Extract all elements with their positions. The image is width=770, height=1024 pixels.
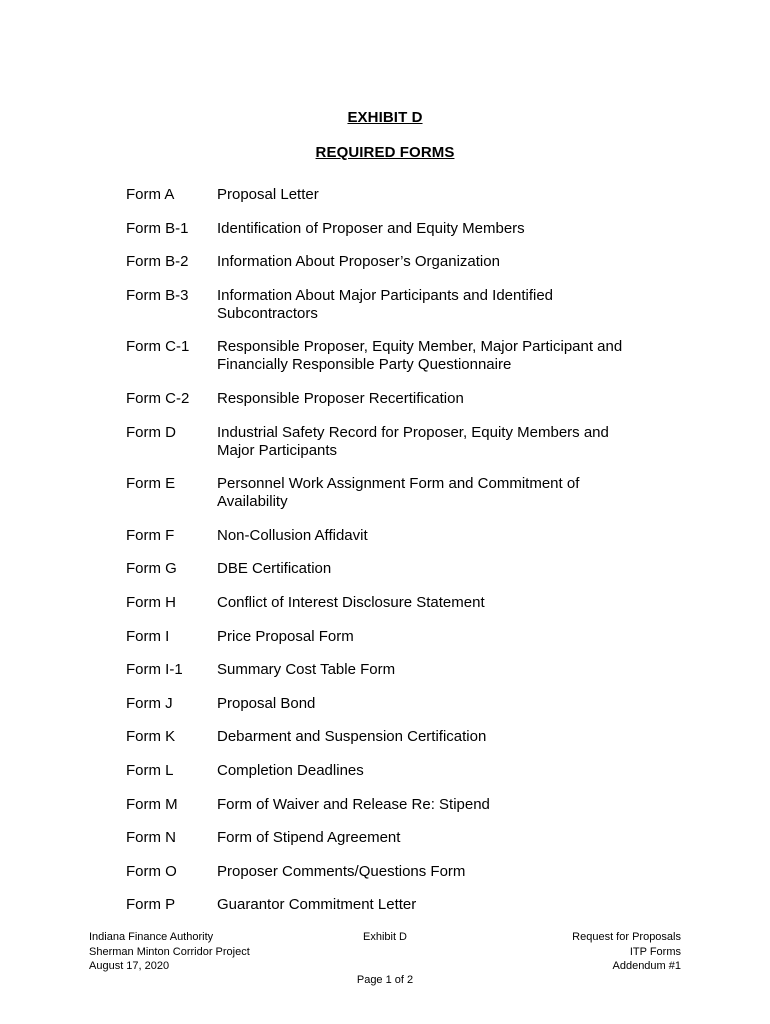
form-description: Responsible Proposer Recertification	[217, 389, 464, 407]
form-code: Form J	[126, 694, 173, 712]
form-row	[126, 287, 666, 323]
form-description: Completion Deadlines	[217, 761, 364, 779]
form-description: Conflict of Interest Disclosure Statement	[217, 593, 485, 611]
footer-date: August 17, 2020	[89, 960, 170, 972]
form-row	[126, 338, 666, 374]
form-row	[126, 863, 666, 881]
form-row	[126, 829, 666, 847]
form-row	[126, 527, 666, 545]
form-code: Form G	[126, 560, 177, 578]
footer-project: Sherman Minton Corridor Project	[89, 945, 250, 958]
form-code: Form N	[126, 829, 176, 847]
section-title: REQUIRED FORMS	[315, 144, 455, 161]
page-number: Page 1 of 2	[356, 974, 414, 986]
form-row	[126, 762, 666, 780]
form-description: Price Proposal Form	[217, 627, 354, 645]
footer-exhibit-label: Exhibit D	[362, 931, 408, 943]
form-row	[126, 661, 666, 679]
footer-addendum: Addendum #1	[612, 960, 681, 972]
form-row	[126, 424, 666, 460]
form-row	[126, 628, 666, 646]
form-code: Form C-1	[126, 338, 190, 356]
footer-section: ITP Forms	[629, 945, 681, 958]
form-code: Form M	[126, 795, 178, 813]
form-description: Form of Waiver and Release Re: Stipend	[217, 795, 490, 813]
form-row	[126, 186, 666, 204]
form-code: Form B-2	[126, 253, 189, 271]
form-code: Form O	[126, 862, 177, 880]
form-code: Form B-3	[126, 286, 189, 304]
form-description: Form of Stipend Agreement	[217, 829, 401, 847]
form-description: Identification of Proposer and Equity Members	[217, 219, 525, 237]
form-description: Summary Cost Table Form	[217, 661, 396, 679]
form-description: Proposal Bond	[217, 694, 316, 712]
footer-right-block	[572, 930, 681, 974]
form-description: Industrial Safety Record for Proposer, Equity Members and Major Participants	[217, 423, 609, 459]
form-code: Form L	[126, 761, 174, 779]
form-description: Proposal Letter	[217, 186, 319, 203]
form-code: Form I-1	[126, 661, 183, 679]
form-description: Personnel Work Assignment Form and Commitment of Availability	[217, 475, 580, 511]
form-row	[126, 390, 666, 408]
form-code: Form K	[126, 728, 176, 746]
form-row	[126, 728, 666, 746]
form-description: Responsible Proposer, Equity Member, Major Participant and Financially Responsible Party Questionnaire	[217, 338, 623, 374]
form-code: Form A	[126, 186, 175, 203]
form-row	[126, 896, 666, 914]
form-row	[126, 796, 666, 814]
form-code: Form C-2	[126, 389, 190, 407]
form-row	[126, 475, 666, 511]
form-row	[126, 594, 666, 612]
form-row	[126, 253, 666, 271]
form-description: Non-Collusion Affidavit	[217, 526, 368, 544]
exhibit-title: EXHIBIT D	[347, 109, 423, 126]
forms-list	[126, 186, 666, 930]
form-description: Information About Proposer’s Organization	[217, 253, 500, 271]
footer-organization: Indiana Finance Authority	[89, 931, 214, 943]
form-row	[126, 560, 666, 578]
form-description: Proposer Comments/Questions Form	[217, 862, 466, 880]
form-code: Form F	[126, 526, 175, 544]
form-code: Form E	[126, 475, 176, 493]
form-row	[126, 220, 666, 238]
form-description: DBE Certification	[217, 560, 332, 578]
footer-document-type: Request for Proposals	[572, 931, 681, 943]
form-code: Form D	[126, 423, 176, 441]
form-code: Form B-1	[126, 219, 189, 237]
form-code: Form I	[126, 627, 170, 645]
form-description: Debarment and Suspension Certification	[217, 728, 487, 746]
form-description: Information About Major Participants and Identified Subcontractors	[217, 286, 554, 322]
form-code: Form H	[126, 593, 176, 611]
form-description: Guarantor Commitment Letter	[217, 896, 417, 914]
form-row	[126, 695, 666, 713]
form-code: Form P	[126, 896, 176, 914]
